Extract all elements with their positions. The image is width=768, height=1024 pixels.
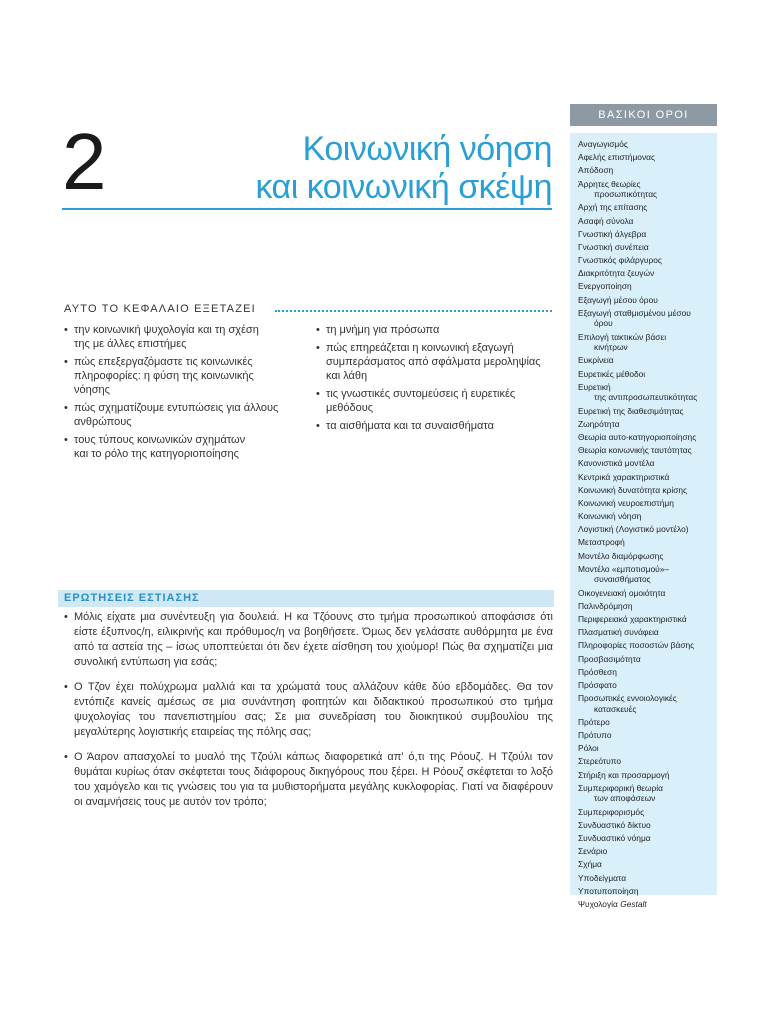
examines-item-line: • τη μνήμη για πρόσωπα [326, 324, 440, 336]
key-term [578, 511, 716, 522]
key-term-line: Αφελής επιστήμονας [578, 152, 656, 163]
examines-item [316, 341, 556, 383]
key-term-line: Ρόλοι [578, 743, 599, 754]
key-terms-heading: ΒΑΣΙΚΟΙ ΟΡΟΙ [570, 104, 717, 126]
key-term [578, 406, 716, 417]
key-term [578, 614, 716, 625]
examines-item [64, 355, 304, 397]
key-term-line: Πληροφορίες ποσοστών βάσης [578, 640, 695, 651]
key-term [578, 807, 716, 818]
key-term [578, 588, 716, 599]
key-term-line: Περιφερειακά χαρακτηριστικά [578, 613, 687, 624]
key-term [578, 281, 716, 292]
key-term-line: Μοντέλο διαμόρφωσης [578, 550, 664, 561]
chapter-title-line-2: και κοινωνική σκέψη [255, 168, 552, 206]
examines-item [316, 419, 556, 433]
key-term-line: Κεντρικά χαρακτηριστικά [578, 471, 670, 482]
key-term-line: Κοινωνική δυνατότητα κρίσης [578, 484, 688, 495]
key-term [578, 601, 716, 612]
key-term-line: Κοινωνική νευροεπιστήμη [578, 497, 674, 508]
key-term [578, 743, 716, 754]
focus-questions-bar [58, 590, 554, 607]
focus-questions-heading: ΕΡΩΤΗΣΕΙΣ ΕΣΤΙΑΣΗΣ [64, 592, 200, 604]
chapter-rule [62, 208, 552, 210]
examines-item [64, 323, 304, 351]
examines-item-line: • πώς σχηματίζουμε εντυπώσεις για άλλους [74, 402, 279, 414]
key-term-line: Ασαφή σύνολα [578, 215, 634, 226]
key-term [578, 640, 716, 651]
key-term-line: Αρχή της επίτασης [578, 202, 648, 213]
key-term-line: Διακριτότητα ζευγών [578, 268, 655, 279]
examines-item-line: και το ρόλο της κατηγοριοποίησης [74, 448, 239, 460]
key-term-line: της αντιπροσωπευτικότητας [594, 392, 698, 403]
examines-right-list [316, 323, 556, 437]
key-term [578, 524, 716, 535]
key-term [578, 717, 716, 728]
key-term [578, 693, 716, 714]
key-terms-list [578, 139, 716, 912]
key-term-line: προσωπικότητας [594, 189, 658, 200]
examines-left-list [64, 323, 304, 465]
examines-item-line: νόησης [74, 384, 110, 396]
key-term [578, 498, 716, 509]
examines-item-line: • τα αισθήματα και τα συναισθήματα [326, 420, 494, 432]
key-term-line: Ενεργοποίηση [578, 281, 632, 292]
key-term-line: Γνωστική άλγεβρα [578, 228, 647, 239]
key-term-line: Λογιστική (Λογιστικό μοντέλο) [578, 524, 689, 535]
key-term [578, 152, 716, 163]
key-term-line: Υποτυποποίηση [578, 885, 639, 896]
key-term [578, 730, 716, 741]
key-term [578, 369, 716, 380]
key-term [578, 770, 716, 781]
key-term [578, 627, 716, 638]
key-term-line: Στερεότυπο [578, 756, 622, 767]
focus-question: • Μόλις είχατε μια συνέντευξη για δουλειά. Η κα Τζόουνς στο τμήμα προσωπικού αποφάσισε ότι είστε έξυπνος/η, ειλικρινής και πρόθυμος/η να βοηθήσετε. Όμως δεν γελάσατε αυθόρμητα με ένα από τα αστεία της – ίσως υποπτεύεται ότι δεν έχετε αίσθηση του χιούμορ! Πώς θα σχηματίζει μια συνολική εντύπωση για εσάς; [64, 610, 553, 670]
examines-item [316, 387, 556, 415]
key-term [578, 216, 716, 227]
key-term-line: Ευκρίνεια [578, 355, 614, 366]
key-term [578, 859, 716, 870]
key-term [578, 667, 716, 678]
examines-item [64, 401, 304, 429]
key-term-line: Θεωρία κοινωνικής ταυτότητας [578, 445, 692, 456]
key-term-line: Οικογενειακή ομοιότητα [578, 587, 666, 598]
key-term [578, 268, 716, 279]
key-term [578, 242, 716, 253]
chapter-title-line-1: Κοινωνική νόηση [302, 130, 552, 168]
key-term [578, 886, 716, 897]
key-term-line: Ευρετικές μέθοδοι [578, 368, 646, 379]
examines-item-line: ανθρώπους [74, 416, 132, 428]
key-term-line: Πρότυπο [578, 730, 612, 741]
key-term-line: Συμπεριφορική θεωρία [578, 782, 664, 793]
key-term-line: Ψυχολογία Gestalt [578, 898, 647, 909]
key-term-line: Συνδυαστικό δίκτυο [578, 819, 651, 830]
focus-question: • Ο Άαρον απασχολεί το μυαλό της Τζούλι κάπως διαφορετικά απ' ό,τι της Ρόουζ. Η Τζούλι τον θυμάται κυρίως όταν σκέφτεται τους διάφορους δικηγόρους που ξέρει. Η Ρόουζ σκέφτεται το λοξό του χαμόγελο και τις γνώσεις του για τα μυθιστορήματα μεγάλης κυκλοφορίας. Γιατί να διαφέρουν οι αναμνήσεις τους με αυτόν τον τρόπο; [64, 750, 553, 810]
key-term [578, 564, 716, 585]
key-term [578, 551, 716, 562]
key-term [578, 139, 716, 150]
key-term-line: Άρρητες θεωρίες [578, 178, 641, 189]
examines-heading: ΑΥΤΟ ΤΟ ΚΕΦΑΛΑΙΟ ΕΞΕΤΑΖΕΙ [64, 303, 256, 315]
key-term-line: Αναγωγισμός [578, 139, 628, 149]
key-term-line: Επιλογή τακτικών βάσει [578, 331, 667, 342]
examines-item [316, 323, 556, 337]
key-term [578, 419, 716, 430]
key-term [578, 202, 716, 213]
key-term-line: Σχήμα [578, 859, 602, 870]
key-term-line: Γνωστική συνέπεια [578, 241, 649, 252]
key-term-line: Προσωπικές εννοιολογικές [578, 693, 677, 704]
key-term-line: Στήριξη και προσαρμογή [578, 769, 670, 780]
examines-item-line: μεθόδους [326, 402, 374, 414]
key-term-line: Συνδυαστικό νόημα [578, 832, 651, 843]
key-term-line: Κανονιστικά μοντέλα [578, 458, 655, 469]
key-term [578, 229, 716, 240]
examines-item [64, 433, 304, 461]
key-term [578, 820, 716, 831]
key-term-line: Ζωηρότητα [578, 418, 620, 429]
key-term [578, 332, 716, 353]
key-term-line: Γνωστικός φιλάργυρος [578, 255, 662, 266]
key-term-line: Εξαγωγή σταθμισμένου μέσου [578, 307, 691, 318]
key-term [578, 308, 716, 329]
examines-item-line: και λάθη [326, 370, 368, 382]
key-term-line: Κοινωνική νόηση [578, 511, 642, 522]
key-term-line: Ευρετική της διαθεσιμότητας [578, 405, 684, 416]
key-term [578, 756, 716, 767]
examines-item-line: • την κοινωνική ψυχολογία και τη σχέση [74, 324, 259, 336]
chapter-number: 2 [62, 117, 105, 206]
key-term [578, 255, 716, 266]
key-term-line: Υποδείγματα [578, 872, 627, 883]
key-term [578, 873, 716, 884]
key-term-line: Πρόσφατο [578, 679, 617, 690]
chapter-title [255, 130, 552, 206]
key-term [578, 846, 716, 857]
key-term-line: Ευρετική [578, 381, 611, 392]
focus-question: • Ο Τζον έχει πολύχρωμα μαλλιά και τα χρώματά τους αλλάζουν κάθε δύο εβδομάδες. Θα τον εντόπιζε κανείς αμέσως σε μια συνάντηση φοιτητών και διδακτικού προσωπικού στο τμήμα ψυχολογίας του πανεπιστημίου σας; Σε μια συνεδρίαση του διοικητικού συμβουλίου της μεγαλύτερης λογιστικής εταιρείας της πόλης σας; [64, 680, 553, 740]
key-term [578, 833, 716, 844]
key-term-line: Παλινδρόμηση [578, 600, 633, 611]
key-term-line: Εξαγωγή μέσου όρου [578, 294, 658, 305]
key-term [578, 382, 716, 403]
key-term-line: συναισθήματος [594, 574, 651, 585]
key-term [578, 654, 716, 665]
key-term [578, 472, 716, 483]
examines-item-line: • τις γνωστικές συντομεύσεις ή ευρετικές [326, 388, 516, 400]
key-term-line: Πρόσθεση [578, 666, 617, 677]
key-term-line: Προσβασιμότητα [578, 653, 641, 664]
key-term-line: Απόδοση [578, 165, 614, 176]
key-term [578, 432, 716, 443]
key-term [578, 179, 716, 200]
examines-item-line: της με άλλες επιστήμες [74, 338, 187, 350]
key-term [578, 165, 716, 176]
key-term-line: όρου [594, 318, 613, 329]
key-term [578, 458, 716, 469]
key-term-line: Θεωρία αυτο-κατηγοριοποίησης [578, 431, 697, 442]
key-term [578, 537, 716, 548]
key-term-line: κατασκευές [594, 703, 637, 714]
examines-item-line: συμπεράσματος από σφάλματα μεροληψίας [326, 356, 541, 368]
examines-item-line: • πώς επεξεργαζόμαστε τις κοινωνικές [74, 356, 253, 368]
examines-dotted-rule [275, 310, 552, 312]
key-term-line: των αποφάσεων [594, 793, 656, 804]
key-term-line: Σενάριο [578, 846, 608, 857]
key-term-line: Συμπεριφορισμός [578, 806, 645, 817]
key-term [578, 355, 716, 366]
key-term [578, 295, 716, 306]
key-term [578, 680, 716, 691]
key-term [578, 783, 716, 804]
key-term-line: Μοντέλο «εμποτισμού»– [578, 563, 670, 574]
examines-item-line: • πώς επηρεάζεται η κοινωνική εξαγωγή [326, 342, 514, 354]
key-term-line: Μεταστροφή [578, 537, 625, 548]
key-term [578, 485, 716, 496]
focus-questions-list [64, 610, 553, 820]
key-term [578, 445, 716, 456]
examines-item-line: πληροφορίες: η φύση της κοινωνικής [74, 370, 254, 382]
examines-item-line: • τους τύπους κοινωνικών σχημάτων [74, 434, 246, 446]
key-term-line: Πρότερο [578, 716, 610, 727]
key-term [578, 899, 716, 910]
key-term-line: κινήτρων [594, 342, 628, 353]
key-term-line: Πλασματική συνάφεια [578, 627, 659, 638]
